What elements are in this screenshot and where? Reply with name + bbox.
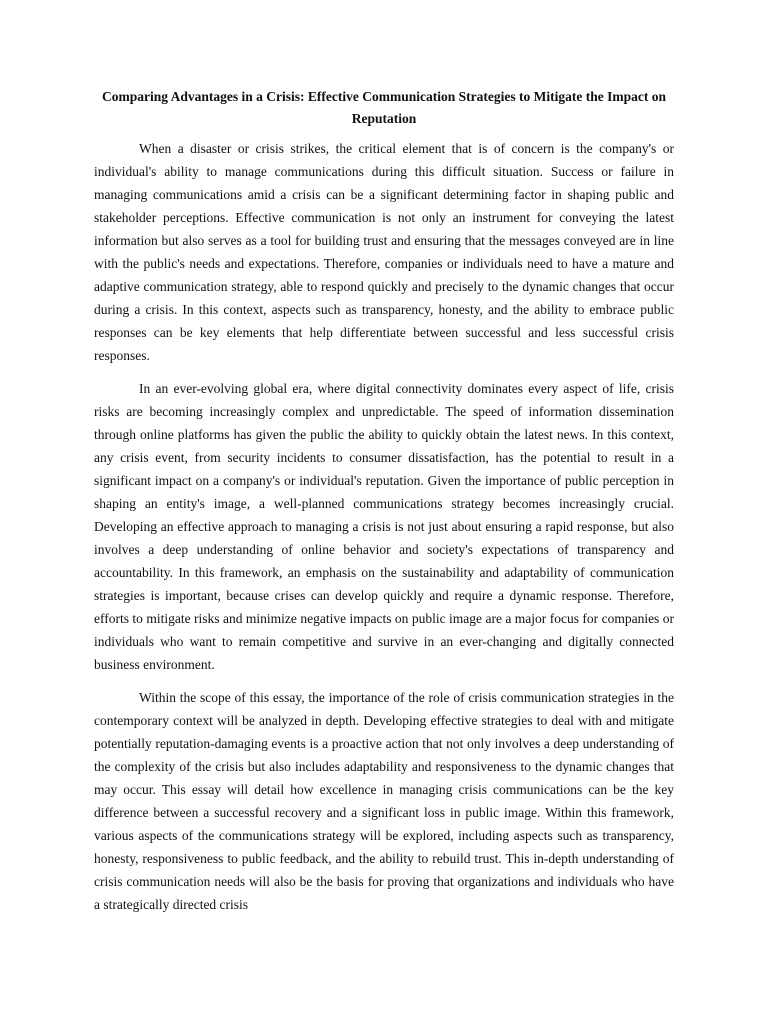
paragraph-1: When a disaster or crisis strikes, the critical element that is of concern is the company's or individual's ability to manage communications during this difficult situation. Success or failure in managing communications amid a crisis can be a significant determining factor in shaping public and stakeholder perceptions. Effective communication is not only an instrument for conveying the latest information but also serves as a tool for building trust and ensuring that the messages conveyed are in line with the public's needs and expectations. Therefore, companies or individuals need to have a mature and adaptive communication strategy, able to respond quickly and precisely to the dynamic changes that occur during a crisis. In this context, aspects such as transparency, honesty, and the ability to embrace public responses can be key elements that help differentiate between successful and less successful crisis responses. (94, 141, 674, 363)
document-body (94, 86, 674, 916)
paragraph-3: Within the scope of this essay, the importance of the role of crisis communication strategies in the contemporary context will be analyzed in depth. Developing effective strategies to deal with and mitigate potentially reputation-damaging events is a proactive action that not only involves a deep understanding of the complexity of the crisis but also includes adaptability and responsiveness to the dynamic changes that may occur. This essay will detail how excellence in managing crisis communications can be the key difference between a successful recovery and a significant loss in public image. Within this framework, various aspects of the communications strategy will be explored, including aspects such as transparency, honesty, responsiveness to public feedback, and the ability to rebuild trust. This in-depth understanding of crisis communication needs will also be the basis for proving that organizations and individuals who have a strategically directed crisis (94, 690, 674, 912)
document-title: Comparing Advantages in a Crisis: Effective Communication Strategies to Mitigate the Impact on Reputation (102, 89, 666, 126)
paragraph-2: In an ever-evolving global era, where digital connectivity dominates every aspect of life, crisis risks are becoming increasingly complex and unpredictable. The speed of information dissemination through online platforms has given the public the ability to quickly obtain the latest news. In this context, any crisis event, from security incidents to consumer dissatisfaction, has the potential to result in a significant impact on a company's or individual's reputation. Given the importance of public perception in shaping an entity's image, a well-planned communications strategy becomes increasingly crucial. Developing an effective approach to managing a crisis is not just about ensuring a rapid response, but also involves a deep understanding of online behavior and society's expectations of transparency and accountability. In this framework, an emphasis on the sustainability and adaptability of communication strategies is important, because crises can develop quickly and require a dynamic response. Therefore, efforts to mitigate risks and minimize negative impacts on public image are a major focus for companies or individuals who want to remain competitive and survive in an ever-changing and digitally connected business environment. (94, 381, 674, 672)
